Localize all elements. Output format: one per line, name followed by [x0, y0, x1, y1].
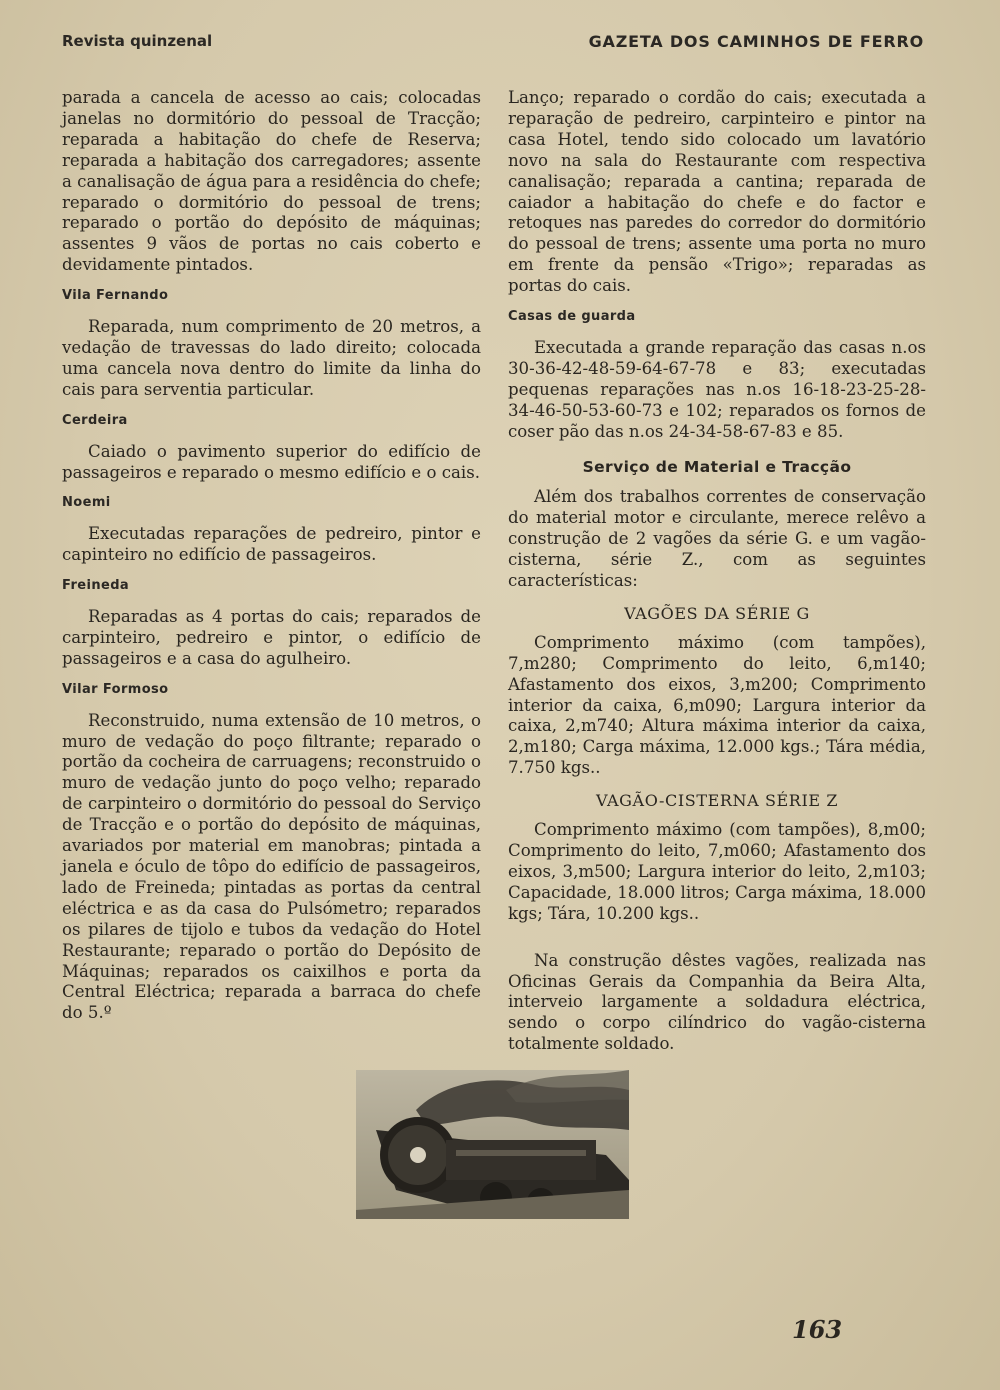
- page-number: 163: [792, 1315, 843, 1344]
- serie-z-heading: VAGÃO-CISTERNA SÉRIE Z: [595, 791, 839, 811]
- section-heading-freineda: Freineda: [62, 578, 130, 594]
- right-intro-paragraph: Lanço; reparado o cordão do cais; executada a reparação de pedreiro, carpinteiro e pintor na casa Hotel, tendo sido colocado um lavatório novo na sala do Restaurante com respectiva canalisação; reparada a cantina; reparada de caiador a habitação do chefe e do factor e retoques nas paredes do corredor do dormitório do pessoal de trens; assente uma porta no muro em frente da pensão «Trigo»; reparadas as portas do cais.: [508, 88, 926, 296]
- service-heading: Serviço de Material e Tracção: [582, 457, 852, 476]
- serie-z-specs: Comprimento máximo (com tampões), 8,m00; Comprimento do leito, 7,m060; Afastamento dos eixos, 3,m500; Largura interior do leito, 2,m103; Capacidade, 18.000 litros; Carga máxima, 18.000 kgs; Tára, 10.200 kgs..: [508, 820, 926, 923]
- section-heading-vila-fernando: Vila Fernando: [62, 288, 169, 304]
- section-text-freineda: Reparadas as 4 portas do cais; reparados de carpinteiro, pedreiro e pintor, o edifício de passageiros e a casa do agulheiro.: [62, 607, 481, 668]
- left-column: [62, 88, 481, 1034]
- serie-g-specs: Comprimento máximo (com tampões), 7,m280; Comprimento do leito, 6,m140; Afastamento dos eixos, 3,m200; Comprimento interior da caixa, 6,m090; Largura interior da caixa, 2,m740; Altura máxima interior da caixa, 2,m180; Carga máxima, 12.000 kgs.; Tára média, 7.750 kgs..: [508, 632, 926, 778]
- right-column: [508, 88, 926, 1065]
- section-text-vila-fernando: Reparada, num comprimento de 20 metros, a vedação de travessas do lado direito; colocada uma cancela nova dentro do limite da linha do cais para serventia particular.: [62, 317, 481, 399]
- header-right: GAZETA DOS CAMINHOS DE FERRO: [588, 32, 924, 51]
- service-paragraph: Além dos trabalhos correntes de conservação do material motor e circulante, merece relêvo a construção de 2 vagões da série G. e um vagão-cisterna, série Z., com as seguintes características:: [508, 487, 926, 591]
- section-text-cerdeira: Caiado o pavimento superior do edifício de passageiros e reparado o mesmo edifício e o cais.: [62, 441, 481, 482]
- serie-g-heading: VAGÕES DA SÉRIE G: [624, 603, 810, 623]
- section-text-casas-de-guarda: Executada a grande reparação das casas n.os 30-36-42-48-59-64-67-78 e 83; executadas pequenas reparações nas n.os 16-18-23-25-28-34-46-50-53-60-73 e 102; reparados os fornos de coser pão das n.os 24-34-58-67-83 e 85.: [508, 337, 926, 441]
- running-header: [62, 32, 924, 56]
- section-heading-cerdeira: Cerdeira: [62, 412, 128, 428]
- left-intro-paragraph: parada a cancela de acesso ao cais; colocadas janelas no dormitório do pessoal de Tracção; reparada a habitação do chefe de Reserva; reparada a habitação dos carregadores; assente a canalisação de água para a residência do chefe; reparado o dormitório do pessoal de trens; reparado o portão do depósito de máquinas; assentes 9 vãos de portas no cais coberto e devidamente pintados.: [62, 88, 481, 275]
- steam-locomotive-icon: [356, 1070, 629, 1219]
- section-text-vilar-formoso: Reconstruido, numa extensão de 10 metros, o muro de vedação do poço filtrante; reparado o portão da cocheira de carruagens; reconstruido o muro de vedação junto do poço velho; reparado de carpinteiro o dormitório do pessoal do Serviço de Tracção e o portão do depósito de máquinas, avariados por material em manobras; pintada a janela e óculo de tôpo do edifício de passageiros, lado de Freineda; pintadas as portas da central eléctrica e as da casa do Pulsómetro; reparados os pilares de tijolo e tubos da vedação do Hotel Restaurante; reparado o portão do Depósito de Máquinas; reparados os caixilhos e porta da Central Eléctrica; reparada a barraca do chefe do 5.º: [62, 710, 481, 1023]
- section-heading-vilar-formoso: Vilar Formoso: [62, 681, 169, 697]
- closing-paragraph: Na construção dêstes vagões, realizada nas Oficinas Gerais da Companhia da Beira Alta, interveio largamente a soldadura eléctrica, sendo o corpo cilíndrico do vagão-cisterna totalmente soldado.: [508, 950, 926, 1054]
- section-text-noemi: Executadas reparações de pedreiro, pintor e capinteiro no edifício de passageiros.: [62, 524, 481, 565]
- header-left: Revista quinzenal: [62, 32, 213, 50]
- section-heading-casas-de-guarda: Casas de guarda: [508, 309, 636, 325]
- section-heading-noemi: Noemi: [62, 495, 111, 511]
